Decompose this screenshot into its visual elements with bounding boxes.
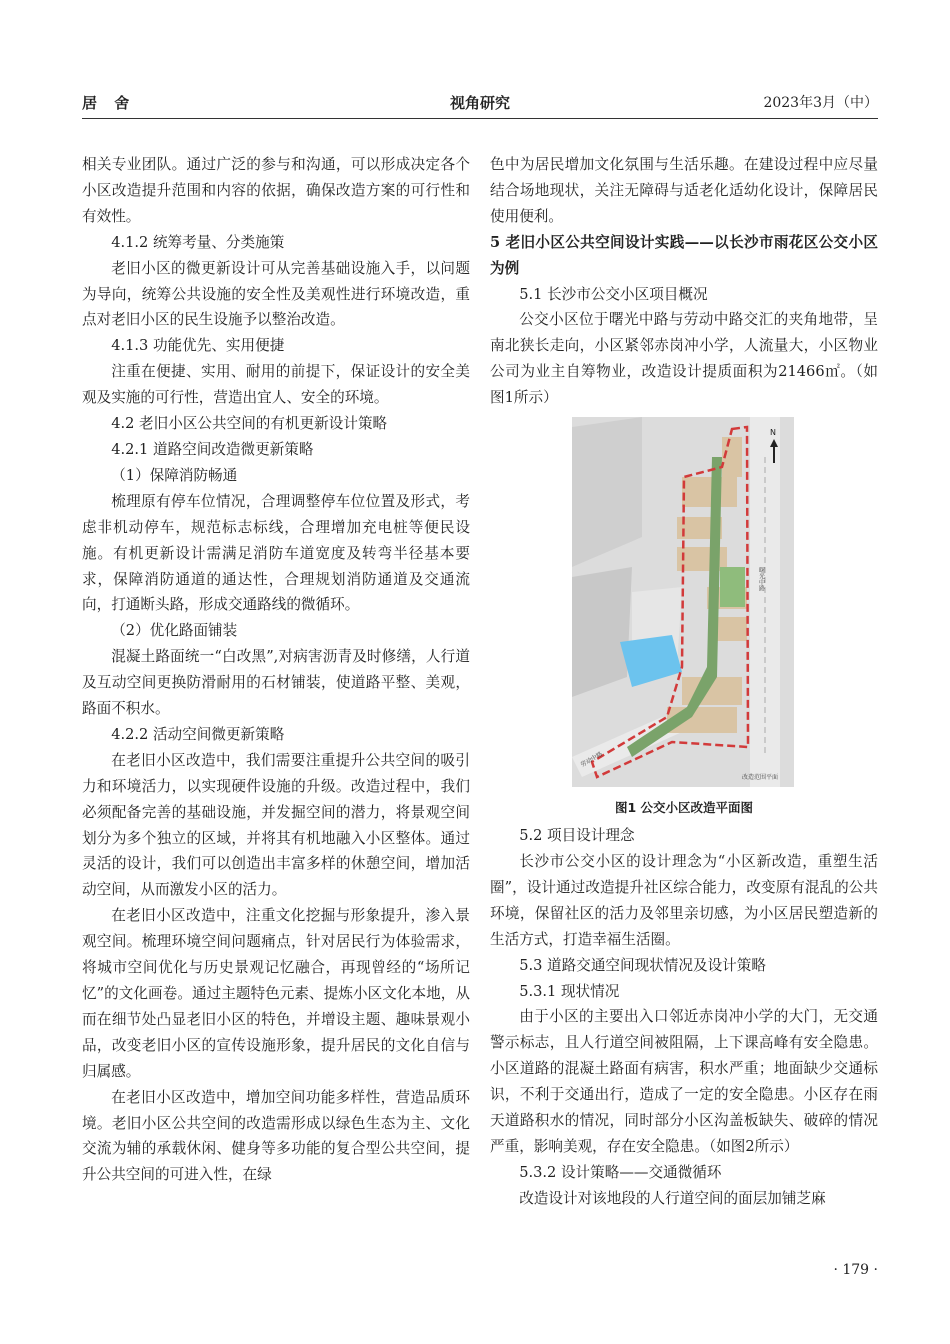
left-column	[82, 152, 470, 1188]
paragraph: 相关专业团队。通过广泛的参与和沟通，可以形成决定各个小区改造提升范围和内容的依据，确保改造方案的可行性和有效性。	[82, 156, 470, 225]
paragraph: 5 老旧小区公共空间设计实践——以长沙市雨花区公交小区为例	[490, 233, 878, 277]
paragraph: 5.3.2 设计策略——交通微循环	[519, 1163, 722, 1181]
site-plan-map	[572, 417, 794, 787]
paragraph: （1）保障消防畅通	[111, 466, 238, 484]
journal-name: 居 舍	[82, 94, 136, 112]
header-rule	[82, 118, 878, 119]
running-header	[82, 92, 878, 116]
paragraph: 在老旧小区改造中，增加空间功能多样性，营造品质环境。老旧小区公共空间的改造需形成以绿色生态为主、文化交流为辅的承载休闲、健身等多功能的复合型公共空间，提升公共空间的可进入性，在绿	[82, 1088, 470, 1184]
paragraph: 色中为居民增加文化氛围与生活乐趣。在建设过程中应尽量结合场地现状，关注无障碍与适老化适幼化设计，保障居民使用便利。	[490, 156, 878, 225]
paragraph: 5.3 道路交通空间现状情况及设计策略	[519, 956, 766, 974]
paragraph: 5.3.1 现状情况	[519, 982, 620, 1000]
paragraph: 注重在便捷、实用、耐用的前提下，保证设计的安全美观及实施的可行性，营造出宜人、安全的环境。	[82, 363, 470, 407]
paragraph: 公交小区位于曙光中路与劳动中路交汇的夹角地带，呈南北狭长走向，小区紧邻赤岗冲小学，人流量大，小区物业公司为业主自筹物业，改造设计提质面积为21466㎡。（如图1所示）	[490, 311, 878, 407]
map-legend: 改造范围平面	[742, 774, 779, 782]
paragraph: 4.2.1 道路空间改造微更新策略	[111, 440, 314, 458]
paragraph: 4.1.3 功能优先、实用便捷	[111, 337, 285, 355]
right-column	[490, 152, 878, 1212]
paragraph: 由于小区的主要出入口邻近赤岗冲小学的大门，无交通警示标志，且人行道空间被阻隔，上下课高峰有安全隐患。小区道路的混凝土路面有病害，积水严重；地面缺少交通标识，不利于交通出行，造成了一定的安全隐患。小区存在雨天道路积水的情况，同时部分小区沟盖板缺失、破碎的情况严重，影响美观，存在安全隐患。（如图2所示）	[490, 1008, 878, 1155]
paragraph: 长沙市公交小区的设计理念为“小区新改造，重塑生活圈”，设计通过改造提升社区综合能力，改变原有混乱的公共环境，保留社区的活力及邻里亲切感，为小区居民塑造新的生活方式，打造幸福生活圈。	[490, 852, 878, 948]
issue-date: 2023年3月（中）	[763, 95, 878, 111]
paragraph: 4.1.2 统筹考量、分类施策	[111, 233, 285, 251]
road-label-east: 曙光中路	[757, 567, 765, 592]
paragraph: 5.2 项目设计理念	[519, 827, 635, 845]
paragraph: 梳理原有停车位情况，合理调整停车位位置及形式，考虑非机动停车，规范标志标线，合理增加充电桩等便民设施。有机更新设计需满足消防车道宽度及转弯半径基本要求，保障消防通道的通达性，合理规划消防通道及交通流向，打通断头路，形成交通路线的微循环。	[82, 492, 470, 614]
figure-caption: 图1 公交小区改造平面图	[614, 800, 754, 816]
right-column-text-top	[490, 152, 878, 411]
section-title: 视角研究	[449, 94, 510, 112]
paragraph: 4.2 老旧小区公共空间的有机更新设计策略	[111, 415, 388, 433]
paragraph: 5.1 长沙市公交小区项目概况	[519, 285, 708, 303]
paragraph: 4.2.2 活动空间微更新策略	[111, 725, 285, 743]
paragraph: （2）优化路面铺装	[111, 622, 238, 640]
right-column-text-bottom	[490, 823, 878, 1212]
paragraph: 改造设计对该地段的人行道空间的面层加铺芝麻	[519, 1189, 826, 1207]
north-label: N	[770, 428, 776, 438]
paragraph: 在老旧小区改造中，注重文化挖掘与形象提升，渗入景观空间。梳理环境空间问题痛点，针对居民行为体验需求，将城市空间优化与历史景观记忆融合，再现曾经的“场所记忆”的文化画卷。通过主题特色元素、提炼小区文化本地，从而在细节处凸显老旧小区的特色，并增设主题、趣味景观小品，改变老旧小区的宣传设施形象，提升居民的文化自信与归属感。	[82, 907, 470, 1080]
road-label-south: 劳动中路	[579, 750, 604, 769]
paragraph: 在老旧小区改造中，我们需要注重提升公共空间的吸引力和环境活力，以实现硬件设施的升级。改造过程中，我们必须配备完善的基础设施，并发掘空间的潜力，将景观空间划分为多个独立的区域，并将其有机地融入小区整体。通过灵活的设计，我们可以创造出丰富多样的休憩空间，增加活动空间，从而激发小区的活力。	[82, 751, 470, 899]
figure-1	[490, 411, 878, 823]
paragraph: 混凝土路面统一“白改黑”,对病害沥青及时修缮，人行道及互动空间更换防滑耐用的石材铺装，使道路平整、美观，路面不积水。	[82, 648, 470, 718]
paragraph: 老旧小区的微更新设计可从完善基础设施入手，以问题为导向，统筹公共设施的安全性及美观性进行环境改造，重点对老旧小区的民生设施予以整治改造。	[82, 259, 470, 329]
page-number: · 179 ·	[833, 1262, 878, 1278]
